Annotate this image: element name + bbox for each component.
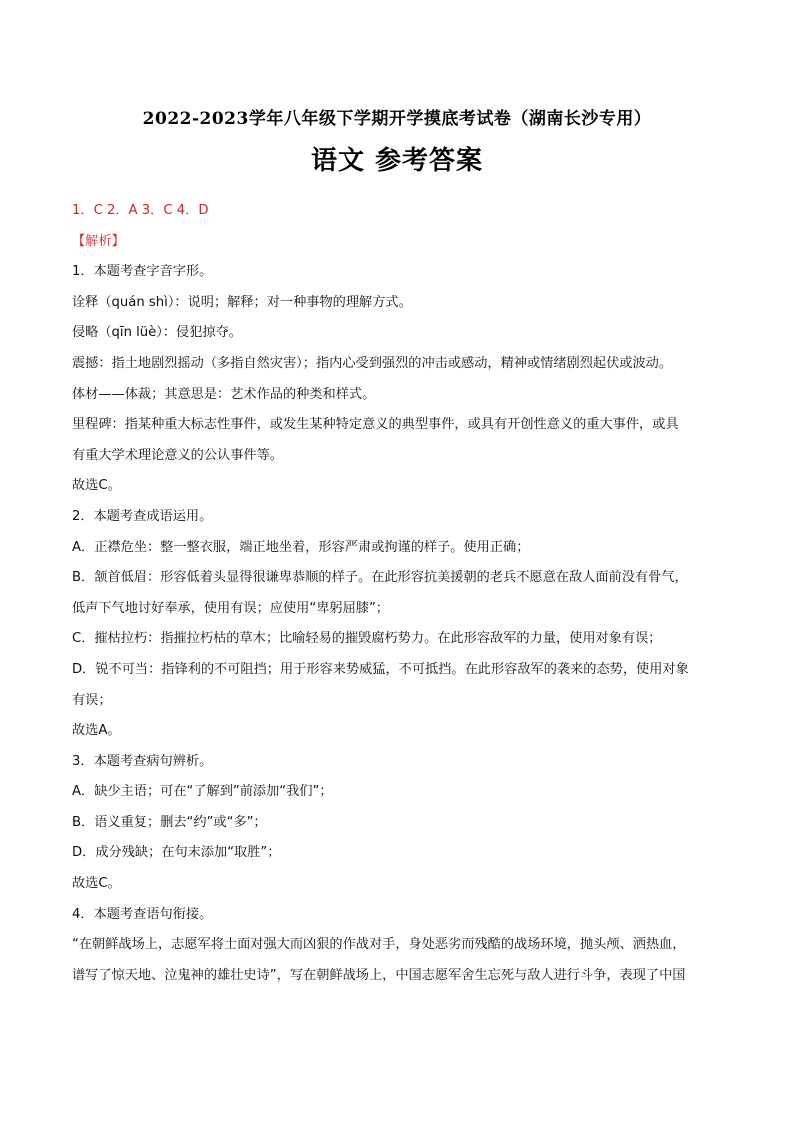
text-line: 4．本题考查语句衔接。 [72,906,213,922]
text-line: A．正襟危坐：整一整衣服，端正地坐着，形容严肃或拘谨的样子。使用正确； [72,539,530,555]
analysis-heading: 【解析】 [72,233,125,249]
text-line: D．成分残缺；在句末添加“取胜”； [72,845,281,861]
text-line: 有重大学术理论意义的公认事件等。 [72,447,283,463]
text-line: 3．本题考查病句辨析。 [72,753,213,769]
text-line: 体材——体裁；其意思是：艺术作品的种类和样式。 [72,386,376,402]
text-line: “在朝鲜战场上，志愿军将士面对强大而凶狠的作战对手，身处恶劣而残酷的战场环境，抛头颅、洒热血， [72,937,686,953]
exam-title: 2022-2023学年八年级下学期开学摸底考试卷（湖南长沙专用） [142,109,652,129]
text-line: 震撼：指土地剧烈摇动（多指自然灾害）；指内心受到强烈的冲击或感动，精神或情绪剧烈起伏或波动。 [72,355,673,371]
text-line: C．摧枯拉朽：指摧拉朽枯的草木；比喻轻易的摧毁腐朽势力。在此形容敌军的力量，使用对象有误； [72,631,662,647]
answer-body [72,196,727,991]
page-title: 语文 参考答案 [310,146,484,176]
text-line: 低声下气地讨好奉承，使用有误；应使用“卑躬屈膝”； [72,600,389,616]
text-line: 谱写了惊天地、泣鬼神的雄壮史诗”，写在朝鲜战场上，中国志愿军舍生忘死与敌人进行斗争，表现了中国 [72,967,686,983]
text-line: 故选A。 [72,723,121,739]
text-line: 有误； [72,692,112,708]
text-line: D．锐不可当：指锋利的不可阻挡；用于形容来势威猛，不可抵挡。在此形容敌军的袭来的态势，使用对象 [72,661,689,677]
text-line: 侵略（qīn lüè）：侵犯掠夺。 [72,325,242,341]
answer-key: 1．C 2．A 3．C 4．D [72,203,209,218]
text-line: 故选C。 [72,876,121,892]
text-line: 诠释（quán shì）：说明；解释；对一种事物的理解方式。 [72,294,412,310]
text-line: 2．本题考查成语运用。 [72,508,213,524]
text-line: B．颔首低眉：形容低着头显得很谦卑恭顺的样子。在此形容抗美援朝的老兵不愿意在敌人面前没有骨气， [72,570,688,586]
text-line: 1．本题考查字音字形。 [72,264,213,280]
text-line: A．缺少主语；可在“了解到”前添加“我们”； [72,784,333,800]
text-line: 里程碑：指某种重大标志性事件，或发生某种特定意义的典型事件，或具有开创性意义的重大事件，或具 [72,417,679,433]
text-line: 故选C。 [72,478,121,494]
text-line: B．语义重复；删去“约”或“多”； [72,814,267,830]
